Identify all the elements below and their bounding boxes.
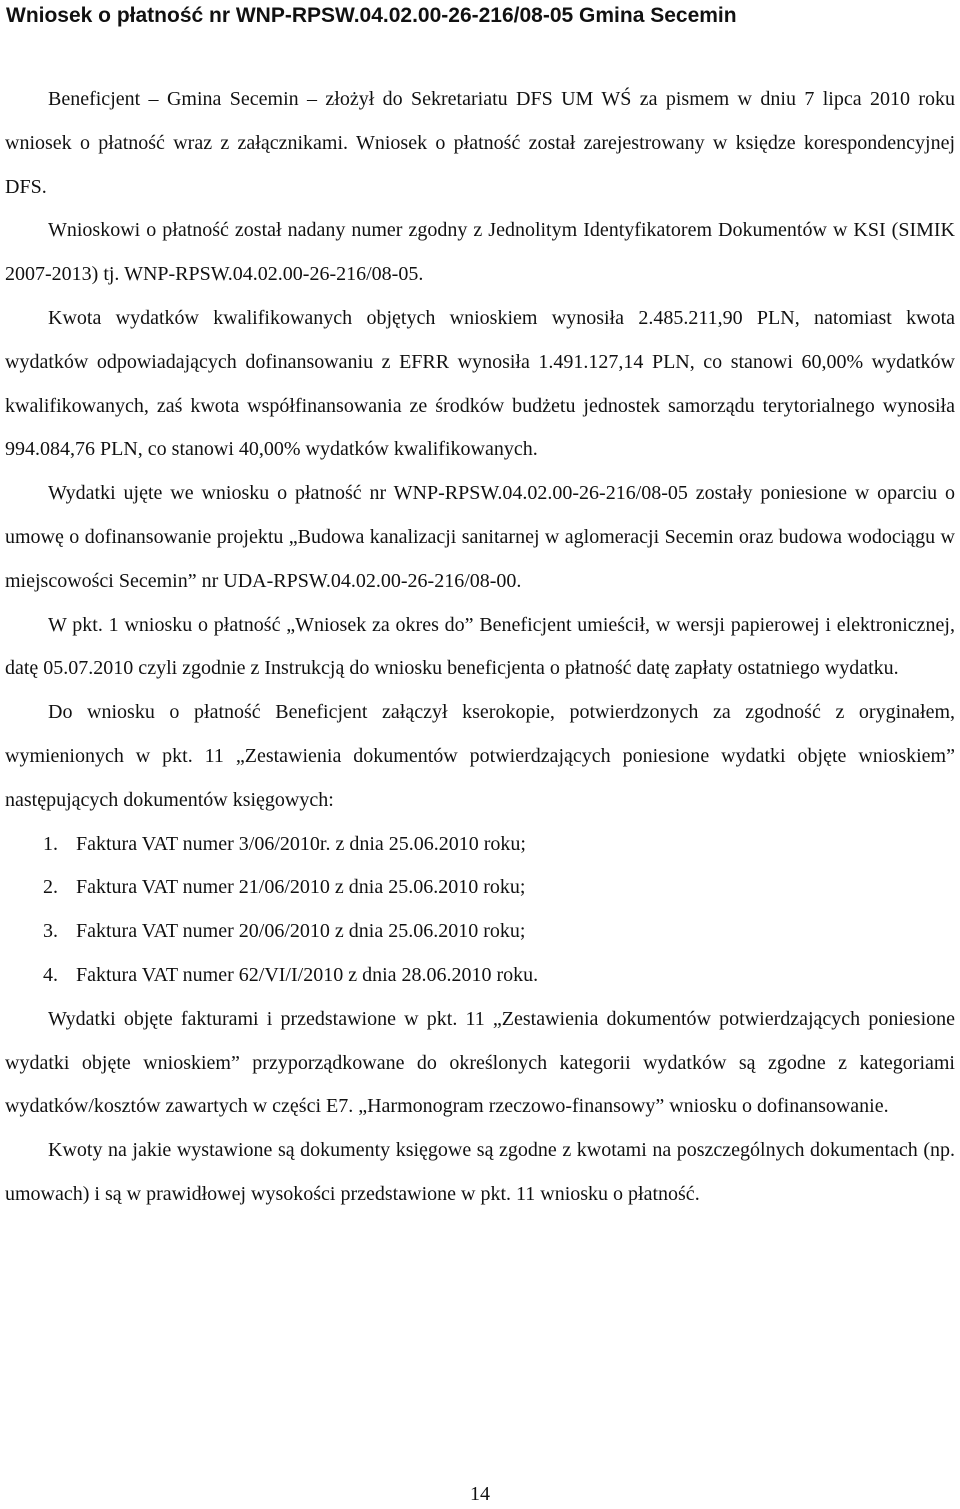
- list-item: [43, 910, 955, 954]
- document-body: [5, 78, 955, 1217]
- list-item-text: Faktura VAT numer 3/06/2010r. z dnia 25.06.2010 roku;: [76, 832, 526, 855]
- list-item-number: 2.: [43, 876, 58, 899]
- list-item-text: Faktura VAT numer 20/06/2010 z dnia 25.06.2010 roku;: [76, 920, 526, 943]
- list-item-number: 3.: [43, 920, 58, 943]
- paragraph-agreement: Wydatki ujęte we wniosku o płatność nr WNP-RPSW.04.02.00-26-216/08-05 zostały poniesione w oparciu o umowę o dofinansowanie projektu „Budowa kanalizacji sanitarnej w aglomeracji Secemin oraz budowa wodociągu w miejscowości Secemin” nr UDA-RPSW.04.02.00-26-216/08-00.: [5, 482, 955, 592]
- list-item: [43, 954, 955, 998]
- document-title: Wniosek o płatność nr WNP-RPSW.04.02.00-26-216/08-05 Gmina Secemin: [6, 4, 737, 27]
- page-number: 14: [470, 1483, 490, 1505]
- paragraph-identifier: Wnioskowi o płatność został nadany numer zgodny z Jednolitym Identyfikatorem Dokumentów w KSI (SIMIK 2007-2013) tj. WNP-RPSW.04.02.00-26-216/08-05.: [5, 219, 955, 286]
- list-item-number: 1.: [43, 832, 58, 855]
- invoice-list: [5, 823, 955, 998]
- paragraph-amounts-consistency: Kwoty na jakie wystawione są dokumenty księgowe są zgodne z kwotami na poszczególnych dokumentach (np. umowach) i są w prawidłowej wysokości przedstawione w pkt. 11 wniosku o płatność.: [5, 1139, 955, 1205]
- paragraph-amounts: Kwota wydatków kwalifikowanych objętych wnioskiem wynosiła 2.485.211,90 PLN, natomiast kwota wydatków odpowiadających dofinansowaniu z EFRR wynosiła 1.491.127,14 PLN, co stanowi 60,00% wydatków kwalifikowanych, zaś kwota współfinansowania ze środków budżetu jednostek samorządu terytorialnego wynosiła 994.084,76 PLN, co stanowi 40,00% wydatków kwalifikowanych.: [5, 306, 955, 461]
- list-item: [43, 866, 955, 910]
- list-item-number: 4.: [43, 963, 58, 986]
- paragraph-attachments: Do wniosku o płatność Beneficjent załączył kserokopie, potwierdzonych za zgodność z oryginałem, wymienionych w pkt. 11 „Zestawienia dokumentów potwierdzających poniesione wydatki objęte wnioskiem” następujących dokumentów księgowych:: [5, 701, 955, 811]
- list-item-text: Faktura VAT numer 21/06/2010 z dnia 25.06.2010 roku;: [76, 876, 526, 899]
- paragraph-categories: Wydatki objęte fakturami i przedstawione w pkt. 11 „Zestawienia dokumentów potwierdzających poniesione wydatki objęte wnioskiem” przyporządkowane do określonych kategorii wydatków są zgodne z kategoriami wydatków/kosztów zawartych w części E7. „Harmonogram rzeczowo-finansowy” wniosku o dofinansowanie.: [5, 1007, 955, 1118]
- paragraph-period: W pkt. 1 wniosku o płatność „Wniosek za okres do” Beneficjent umieścił, w wersji papierowej i elektronicznej, datę 05.07.2010 czyli zgodnie z Instrukcją do wniosku beneficjenta o płatność datę zapłaty ostatniego wydatku.: [5, 613, 955, 680]
- list-item-text: Faktura VAT numer 62/VI/I/2010 z dnia 28.06.2010 roku.: [76, 963, 539, 986]
- list-item: [43, 823, 955, 867]
- paragraph-submission: Beneficjent – Gmina Secemin – złożył do Sekretariatu DFS UM WŚ za pismem w dniu 7 lipca 2010 roku wniosek o płatność wraz z załącznikami. Wniosek o płatność został zarejestrowany w księdze korespondencyjnej DFS.: [5, 88, 955, 198]
